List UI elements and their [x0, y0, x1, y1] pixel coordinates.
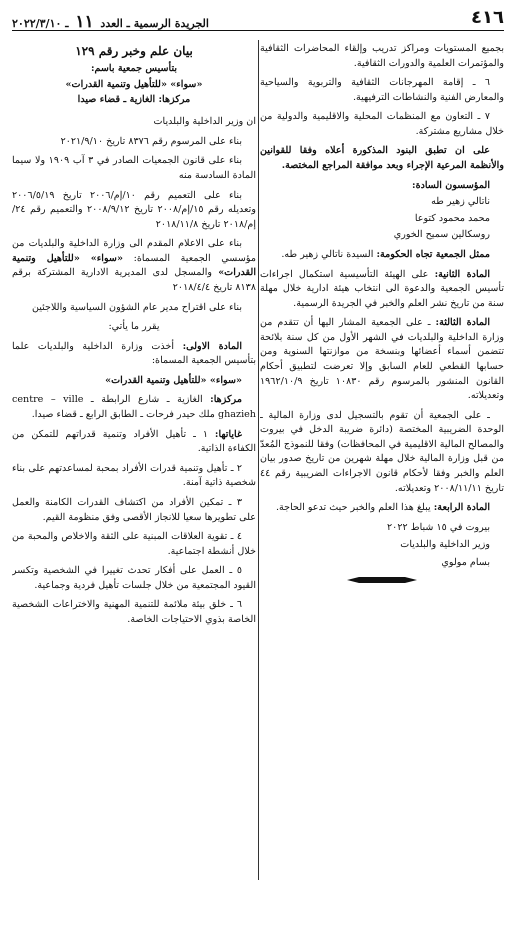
issue-number: ١١ — [75, 12, 94, 32]
decides-line: يقرر ما يأتي: — [108, 321, 160, 333]
founders-label: المؤسسون السادة: — [412, 179, 490, 191]
article-4: المادة الرابعة: يبلغ هذا العلم والخبر حيث تدعو الحاجة. — [275, 502, 490, 514]
goal-item: ٣ ـ تمكين الأفراد من اكتشاف القدرات الكامنة والعمل على تطويرها سعيا للانجاز الأقصى وفق منظومة القيم. — [12, 496, 256, 523]
goal-item: ٥ ـ العمل على أفكار تحدث تغييرا في الشخصية وتكسر القيود المجتمعية من خلال جلسات تأهيل فردية وجماعية. — [12, 565, 256, 591]
place-date: بيروت في ١٥ شباط ٢٠٢٢ — [387, 521, 490, 533]
association-hq-detail: مركزها: الغازية ـ شارع الرابطة ـ centre – ville ghazieh ملك حيدر فرحات ـ الطابق الرابع ـ قضاء صيدا. — [12, 394, 256, 421]
goal-item: ٢ ـ تأهيل وتنمية قدرات الأفراد بمحبة لمساعدتهم على بناء شخصية ذاتية آمنة. — [12, 462, 256, 489]
right-column — [260, 42, 504, 922]
goal-item: غاياتها: ١ ـ تأهيل الأفراد وتنمية قدراتهم للتمكن من الكفاءة الذاتية. — [12, 428, 256, 455]
goal-item: ٤ ـ تقوية العلاقات المبنية على الثقة والاخلاص والمحبة من خلال أنشطة اجتماعية. — [12, 531, 256, 557]
goal-item: ٦ ـ خلق بيئة ملائمة للتنمية المهنية والاختراعات الشخصية الخاصة بذوي الاحتياجات الخاصة. — [12, 599, 256, 625]
paragraph: على ان تطبق البنود المذكورة أعلاه وفقا للقوانين والأنظمة المرعية الإجراء وبعد موافقة المراجع المختصة. — [260, 145, 504, 172]
issue-date: ـ ٢٠٢٢/٣/١٠ — [12, 17, 69, 30]
minister-title: وزير الداخلية والبلديات — [400, 539, 490, 551]
article-3: المادة الثالثة: ـ على الجمعية المشار اليها أن تتقدم من وزارة الداخلية والبلديات في الشهر الأول من كل سنة بلائحة تتضمن أسماء أعضائها وبنسخة من موازنتها السنوية ومن حسابها القطعي للعام السابق وإلا تعرضت لتطبيق أحكام القانون المنشور بالمرسوم رقم ١٠٨٣٠ تاريخ ١٩٦٢/١٠/٩ وتعديلاته. — [260, 317, 504, 402]
page-header — [12, 8, 504, 31]
founder-name: محمد محمود كتوعا — [414, 212, 490, 224]
founder-name: ناتالي زهير طه — [431, 196, 490, 208]
paragraph: بناء على اقتراح مدير عام الشؤون السياسية واللاجئين — [31, 301, 242, 313]
paragraph: ٧ ـ التعاون مع المنظمات المحلية والاقليمية والدولية من خلال مشاريع مشتركة. — [260, 111, 504, 137]
notice-subtitle: بتأسيس جمعية باسم: — [90, 63, 178, 75]
paragraph: ان وزير الداخلية والبلديات — [153, 116, 256, 128]
association-name: «سواء» «للتأهيل وتنمية القدرات» — [65, 78, 203, 90]
founder-name: روسكالين سميح الخوري — [393, 229, 490, 241]
minister-name: بسام مولوي — [441, 556, 490, 568]
article-1: المادة الاولى: أخذت وزارة الداخلية والبلديات علما بتأسيس الجمعية المسماة: — [12, 340, 256, 367]
end-ornament — [260, 575, 504, 590]
notice-title: بيان علم وخبر رقم ١٢٩ — [75, 44, 193, 58]
association-hq: مركزها: الغازية ـ قضاء صيدا — [77, 93, 191, 105]
paragraph: بناء على المرسوم رقم ٨٣٧٦ تاريخ ٢٠٢١/٩/١٠ — [60, 135, 242, 147]
article-2: المادة الثانية: على الهيئة التأسيسية استكمال اجراءات تأسيس الجمعية والدعوة الى انتخاب هيئة ادارية خلال مهلة سنة من تاريخ نشر العلم والخبر في الجريدة الرسمية. — [260, 268, 504, 309]
association-name-repeat: «سواء» «للتأهيل وتنمية القدرات» — [105, 374, 242, 386]
running-head — [12, 10, 209, 36]
paragraph: بناء على الاعلام المقدم الى وزارة الداخلية والبلديات من مؤسسي الجمعية المسماة: «سواء» «للتأهيل وتنمية القدرات» والمسجل لدى المديرية الادارية المشتركة برقم ٨١٣٨ تاريخ ٢٠١٨/٤/٤ — [12, 238, 256, 293]
gazette-title: الجريدة الرسمية ـ العدد — [100, 17, 209, 30]
column-divider — [258, 40, 259, 880]
paragraph: بناء على التعميم رقم ١٠/إم/٢٠٠٦ تاريخ ٢٠٠٦/٥/١٩ وتعديله رقم ١٥/إم/٢٠٠٨ تاريخ ٢٠٠٨/٩/١٢ والتعميم رقم ٢٤/إم/٢٠١٨ تاريخ ٢٠١٨/١١/٨ — [12, 189, 256, 230]
paragraph: بجميع المستويات ومراكز تدريب وإلقاء المحاضرات الثقافية والمؤتمرات العلمية والدورات الثقافية. — [260, 43, 504, 69]
representative: ممثل الجمعية تجاه الحكومة: السيدة ناتالي زهير طه. — [281, 248, 490, 260]
page-number: ٤١٦ — [471, 7, 504, 28]
paragraph: بناء على قانون الجمعيات الصادر في ٣ آب ١٩٠٩ ولا سيما المادة السادسة منه — [12, 155, 256, 181]
paragraph: ٦ ـ إقامة المهرجانات الثقافية والتربوية والسياحية والمعارض الفنية والنشاطات الترفيهية. — [260, 77, 504, 103]
left-column — [12, 42, 256, 922]
paragraph: ـ على الجمعية أن تقوم بالتسجيل لدى وزارة المالية ـ الوحدة الضريبية المختصة (دائرة ضريبة الدخل في بيروت والمصالح المالية الاقليمية في المحافظات) وفقا للنموذج المُعدّ من قبل وزارة المالية خلال مهلة شهرين من تاريخ صدور بيان العلم والخبر وفقا لأحكام قانون الاجراءات الضريبية رقم ٤٤ تاريخ ٢٠٠٨/١١/١١ وتعديلاته. — [260, 409, 504, 494]
